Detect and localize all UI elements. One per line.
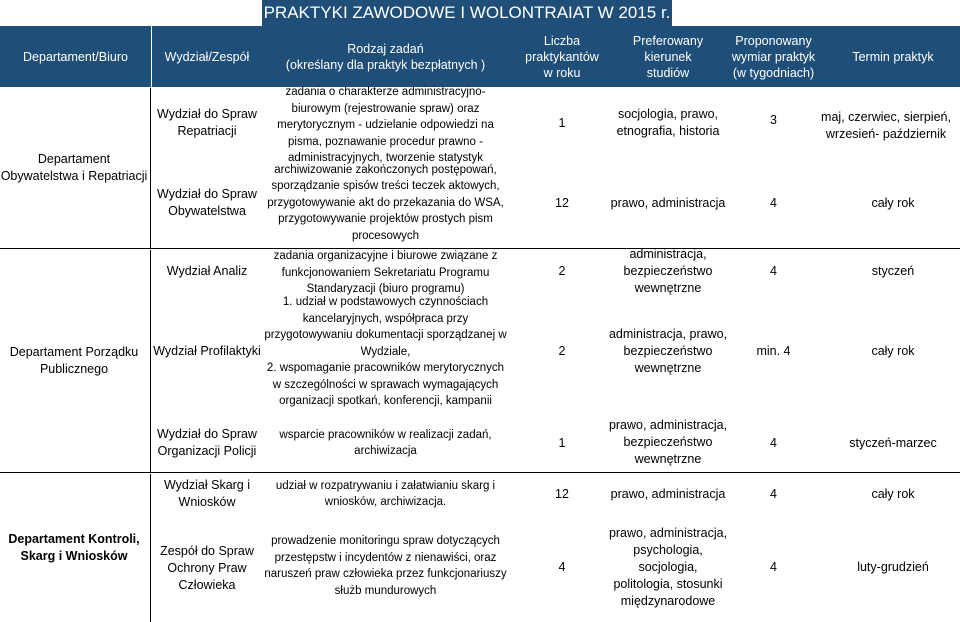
table-row-zadania: archiwizowanie zakończonych postępowań, sporządzanie spisów treści teczek aktowych, przygotowywanie akt do przekazania do WSA, przygotowywanie projektów prostych pism procesowych <box>267 163 504 242</box>
table-row-termin: cały rok <box>871 486 915 501</box>
table-row-wymiar: min. 4 <box>756 343 791 358</box>
table-row-termin: maj, czerwiec, sierpień, wrzesień- październik <box>821 110 951 141</box>
header-rodzaj-line: (określany dla praktyk bezpłatnych ) <box>285 57 486 72</box>
header-liczba-line: praktykantów <box>525 49 599 64</box>
table-row-wymiar: 4 <box>770 195 777 210</box>
table-row-wydzial: Wydział Profilaktyki <box>153 343 261 358</box>
table-row-termin: styczeń-marzec <box>849 435 937 450</box>
table-row-zadania <box>262 294 509 410</box>
table-row-kierunek: administracja, prawo, bezpieczeństwo wewnętrzne <box>608 326 728 375</box>
table-row-liczba: 4 <box>558 559 566 574</box>
table-title: PRAKTYKI ZAWODOWE I WOLONTRAIAT W 2015 r. <box>262 0 672 26</box>
table-row-kierunek: prawo, administracja, psychologia, socjologia, politologia, stosunki międzynarodowe <box>608 525 728 608</box>
zadania-item: 2. wspomaganie pracowników merytorycznych w szczególności w sprawach wymagających organizacji spotkań, konferencji, kampanii <box>266 362 505 408</box>
table-row-zadania: udział w rozpatrywaniu i załatwianiu skarg i wniosków, archiwizacja. <box>275 479 496 508</box>
department-cell: Departament Obywatelstwa i Repatriacji <box>0 152 148 183</box>
header-departament-label: Departament/Biuro <box>23 49 128 64</box>
zadania-item: 1. udział w podstawowych czynnościach kancelaryjnych, współpraca przy przygotowywaniu dokumentacji sporządzanej w Wydziale, <box>264 296 507 358</box>
table-row-kierunek: prawo, administracja <box>610 486 726 501</box>
table-row-wymiar: 3 <box>770 112 777 127</box>
table-row-wymiar: 4 <box>770 486 777 501</box>
header-wymiar-line: wymiar praktyk <box>731 49 816 64</box>
table-row-wydzial: Wydział Analiz <box>166 263 248 278</box>
table-row-wydzial: Wydział Skarg i Wniosków <box>163 478 251 509</box>
header-rodzaj-line: Rodzaj zadań <box>347 41 424 56</box>
table-row-termin: cały rok <box>871 195 915 210</box>
table-row-liczba: 2 <box>558 343 566 358</box>
header-wymiar-line: Proponowany <box>735 33 812 48</box>
header-wydzial <box>152 26 262 87</box>
header-liczba-line: w roku <box>543 65 581 80</box>
department-cell: Departament Porządku Publicznego <box>9 345 139 376</box>
section-divider <box>0 472 960 473</box>
department-separator <box>150 88 151 248</box>
header-termin <box>826 26 960 87</box>
header-wydzial-label: Wydział/Zespół <box>164 49 250 64</box>
table-row-kierunek: administracja, bezpieczeństwo wewnętrzne <box>623 246 713 295</box>
header-kierunek-line: Preferowany kierunek <box>632 33 704 64</box>
header-wymiar-line: (w tygodniach) <box>732 65 815 80</box>
table-row-liczba: 1 <box>558 115 566 130</box>
table-row-liczba: 1 <box>558 435 566 450</box>
header-departament <box>0 26 151 87</box>
table-row-kierunek: prawo, administracja, bezpieczeństwo wewnętrzne <box>608 417 728 466</box>
table-row-zadania: prowadzenie monitoringu spraw dotyczących przestępstw i incydentów z nienawiści, oraz naruszeń praw człowieka przez funkcjonariuszy służb mundurowych <box>264 535 507 597</box>
header-termin-label: Termin praktyk <box>852 49 934 64</box>
header-kierunek <box>615 26 721 87</box>
table-row-zadania: zadania o charakterze administracyjno-biurowym (rejestrowanie spraw) oraz merytorycznym - udzielanie odpowiedzi na pisma, poznawanie procedur prawno - administracyjnych, tworzenie statystyk <box>277 86 494 164</box>
table-row-termin: styczeń <box>871 263 915 278</box>
table-row-liczba: 12 <box>555 486 569 501</box>
table-row-wydzial: Wydział do Spraw Organizacji Policji <box>157 427 257 458</box>
department-cell: Departament Kontroli, Skarg i Wniosków <box>8 532 140 563</box>
table-row-liczba: 12 <box>555 195 569 210</box>
header-rodzaj-zadan <box>262 26 509 87</box>
table-row-wymiar: 4 <box>770 263 777 278</box>
header-liczba <box>509 26 615 87</box>
table-row-liczba: 2 <box>558 263 566 278</box>
table-row-wydzial: Wydział do Spraw Repatriacji <box>157 107 257 138</box>
table-row-termin: cały rok <box>871 343 915 358</box>
table-row-termin: luty-grudzień <box>857 559 929 574</box>
table-row-wydzial: Wydział do Spraw Obywatelstwa <box>157 187 257 218</box>
table-row-wymiar: 4 <box>770 559 777 574</box>
header-wymiar <box>721 26 826 87</box>
table-row-wydzial: Zespół do Spraw Ochrony Praw Człowieka <box>160 543 254 592</box>
header-liczba-line: Liczba <box>543 33 581 48</box>
department-separator <box>150 474 151 622</box>
header-kierunek-line: studiów <box>646 65 690 80</box>
table-row-kierunek: prawo, administracja <box>610 195 726 210</box>
department-separator <box>150 250 151 472</box>
table-row-zadania: zadania organizacyjne i biurowe związane z funkcjonowaniem Sekretariatu Programu Standaryzacji (biuro programu) <box>273 250 498 295</box>
table-row-kierunek: socjologia, prawo, etnografia, historia <box>616 107 720 138</box>
table-row-zadania: wsparcie pracowników w realizacji zadań, archiwizacja <box>279 428 492 457</box>
table-row-wymiar: 4 <box>770 435 777 450</box>
